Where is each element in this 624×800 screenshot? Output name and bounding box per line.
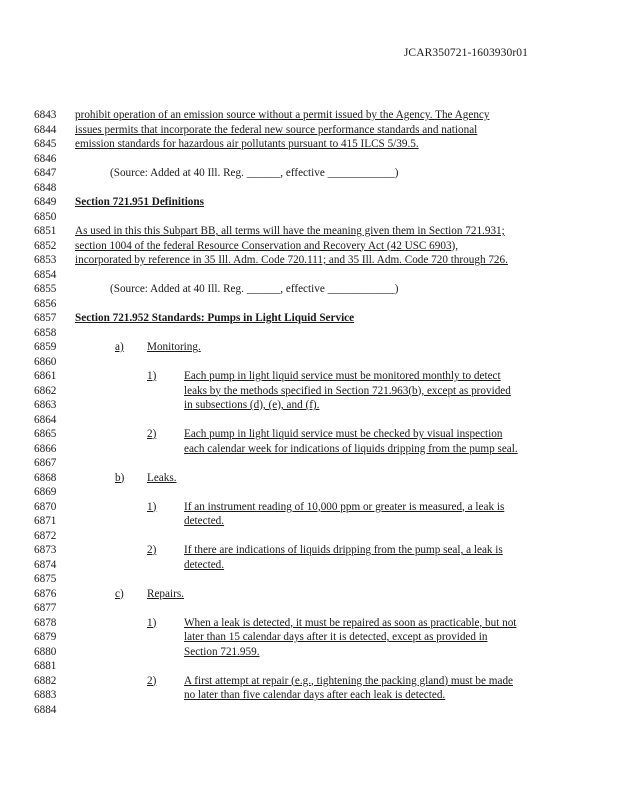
text-line: 6874 detected. (34, 558, 225, 571)
text-line: 6865 2) Each pump in light liquid service must be checked by visual inspection (34, 428, 503, 440)
text-line: 6853 incorporated by reference in 35 Ill. Adm. Code 720.111; and 35 Ill. Adm. Code 720 through 726. (34, 254, 508, 266)
text-line: 6844 issues permits that incorporate the federal new source performance standards and national (34, 123, 478, 136)
text-line: 6862 leaks by the methods specified in Section 721.963(b), except as provided (34, 384, 511, 397)
text-line: 6875 (34, 573, 57, 585)
text-line: 6869 (34, 486, 57, 498)
text-line: 6873 2) If there are indications of liquids dripping from the pump seal, a leak is (34, 544, 503, 556)
source-note: 6847 (Source: Added at 40 Ill. Reg. ______, effective ____________) (34, 167, 399, 179)
text-line: 6881 (34, 660, 57, 672)
text-line: 6867 (34, 457, 57, 469)
text-line: 6884 (34, 703, 57, 716)
text-line: 6854 (34, 268, 57, 281)
text-line: 6863 in subsections (d), (e), and (f). (34, 399, 320, 411)
text-line: 6856 (34, 297, 57, 310)
text-line: 6852 section 1004 of the federal Resource Conservation and Recovery Act (42 USC 6903), (34, 239, 459, 252)
text-line: 6848 (34, 181, 57, 194)
subsection-heading: 6868 b) Leaks. (34, 471, 177, 484)
document-id: JCAR350721-1603930r01 (403, 47, 528, 59)
text-line: 6866 each calendar week for indications of liquids dripping from the pump seal. (34, 442, 518, 455)
text-line: 6843 prohibit operation of an emission source without a permit issued by the Agency. The Agency (34, 109, 490, 121)
text-line: 6877 (34, 602, 57, 614)
section-heading: 6849 Section 721.951 Definitions (34, 196, 204, 208)
text-line: 6860 (34, 355, 57, 368)
text-line: 6871 detected. (34, 515, 225, 527)
text-line: 6845 emission standards for hazardous air pollutants pursuant to 415 ILCS 5/39.5. (34, 138, 419, 150)
text-line: 6872 (34, 529, 57, 542)
text-line: 6846 (34, 152, 57, 165)
text-line: 6883 no later than five calendar days after each leak is detected. (34, 689, 446, 701)
source-note: 6855 (Source: Added at 40 Ill. Reg. ______, effective ____________) (34, 283, 399, 295)
subsection-heading: 6859 a) Monitoring. (34, 341, 201, 353)
subsection-heading: 6876 c) Repairs. (34, 587, 184, 600)
text-line: 6870 1) If an instrument reading of 10,000 ppm or greater is measured, a leak is (34, 500, 505, 513)
text-line: 6878 1) When a leak is detected, it must be repaired as soon as practicable, but not (34, 616, 517, 629)
text-line: 6879 later than 15 calendar days after it is detected, except as provided in (34, 631, 488, 643)
text-line: 6861 1) Each pump in light liquid service must be monitored monthly to detect (34, 370, 501, 382)
text-line: 6882 2) A first attempt at repair (e.g., tightening the packing gland) must be made (34, 674, 514, 687)
text-line: 6851 As used in this this Subpart BB, all terms will have the meaning given them in Section 721.931; (34, 225, 505, 237)
section-heading: 6857 Section 721.952 Standards: Pumps in Light Liquid Service (34, 312, 355, 324)
text-line: 6880 Section 721.959. (34, 645, 260, 658)
text-line: 6850 (34, 210, 57, 223)
text-line: 6858 (34, 326, 57, 339)
text-line: 6864 (34, 413, 57, 426)
